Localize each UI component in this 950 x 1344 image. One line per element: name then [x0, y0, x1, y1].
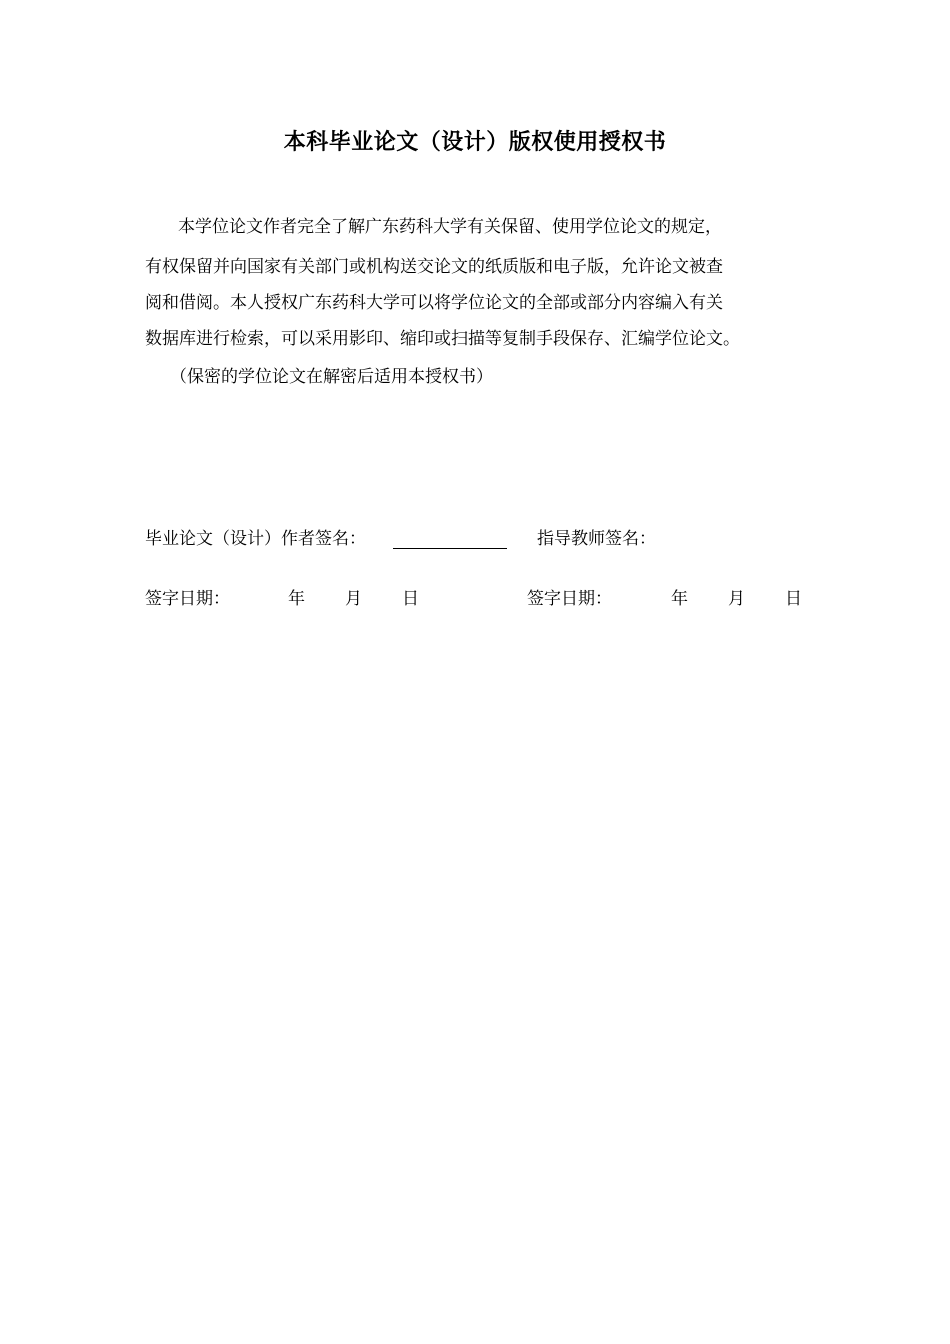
advisor-date-year: 年 [671, 589, 688, 609]
advisor-signature-label: 指导教师签名： [537, 529, 656, 549]
author-date-day: 日 [402, 589, 419, 609]
advisor-date-label: 签字日期： [527, 589, 612, 609]
paragraph-line-3: 阅和借阅。本人授权广东药科大学可以将学位论文的全部或部分内容编入有关 [145, 293, 723, 313]
author-signature-blank[interactable] [393, 527, 507, 549]
confidential-note: （保密的学位论文在解密后适用本授权书） [170, 367, 493, 387]
author-date-label: 签字日期： [145, 589, 230, 609]
author-signature-label: 毕业论文（设计）作者签名： [145, 529, 366, 549]
paragraph-line-1: 本学位论文作者完全了解广东药科大学有关保留、使用学位论文的规定， [178, 217, 722, 237]
author-date-year: 年 [288, 589, 305, 609]
author-date-month: 月 [345, 589, 362, 609]
paragraph-line-4: 数据库进行检索，可以采用影印、缩印或扫描等复制手段保存、汇编学位论文。 [145, 329, 740, 349]
advisor-date-month: 月 [728, 589, 745, 609]
page-title: 本科毕业论文（设计）版权使用授权书 [283, 130, 667, 155]
advisor-date-day: 日 [785, 589, 802, 609]
paragraph-line-2: 有权保留并向国家有关部门或机构送交论文的纸质版和电子版，允许论文被查 [145, 257, 723, 277]
